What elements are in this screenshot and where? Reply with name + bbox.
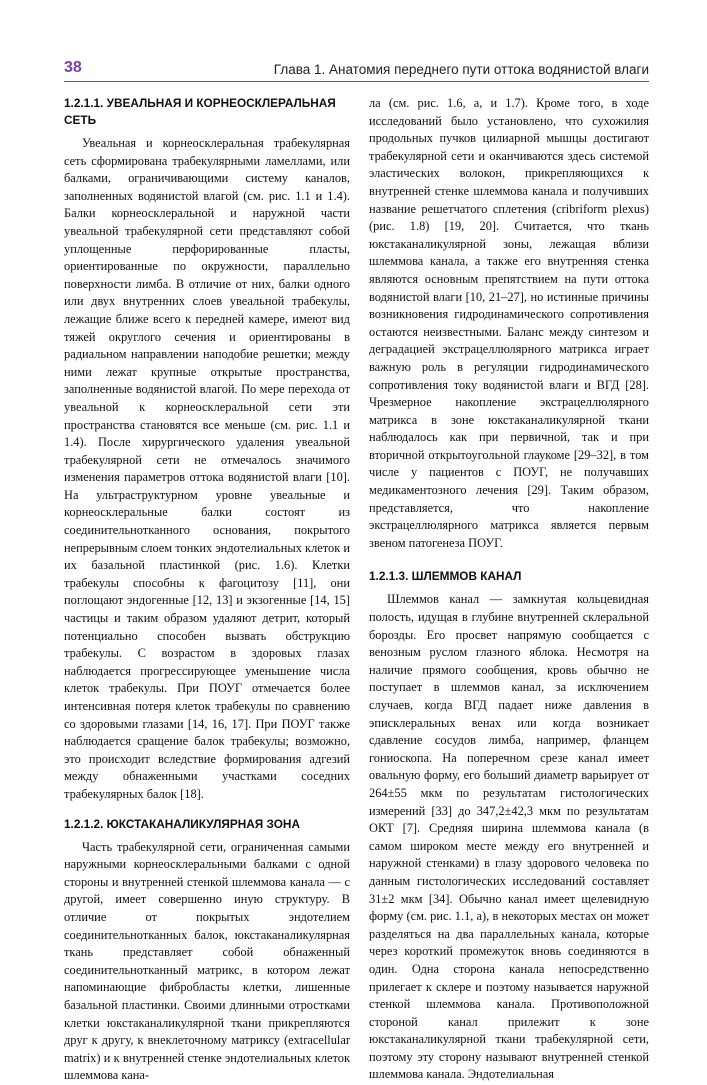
section-heading-uveal: 1.2.1.1. УВЕАЛЬНАЯ И КОРНЕОСКЛЕРАЛЬНАЯ СЕТЬ	[64, 96, 336, 127]
page-header	[64, 52, 649, 82]
left-column	[64, 95, 350, 1085]
paragraph-juxta-continued: ла (см. рис. 1.6, а, и 1.7). Кроме того, в ходе исследований было установлено, что сухожилия продольных пучков цилиарной мышцы достигают трабекулярной сети и оканчиваются здесь системой эластических волокон, прикрепляющихся к внутренней стенке шлеммова канала и получивших название решетчатого сплетения (cribriform plexus) (рис. 1.8) [19, 20]. Считается, что ткань юкстаканаликулярной зоны, лежащая вблизи шлеммова канала, а также его внутренняя стенка являются основным препятствием на пути оттока водянистой влаги [10, 21–27], но истинные причины возникновения гидродинамического сопротивления остаются неизвестными. Баланс между синтезом и деградацией экстрацеллюлярного матрикса играет важную роль в регуляции гидродинамического сопротивления току водянистой влаги и ВГД [28]. Чрезмерное накопление экстрацеллюлярного матрикса в зоне юкстаканаликулярной ткани наблюдалось как при первичной, так и при вторичной открытоугольной глаукоме [29–32], в том числе у пациентов с ПОУГ, не получавших медикаментозного лечения [29]. Таким образом, представляется, что накопление экстрацеллюлярного матрикса является первым звеном патогенеза ПОУГ.	[369, 96, 649, 550]
paragraph-schlemm: Шлеммов канал — замкнутая кольцевидная полость, идущая в глубине внутренней склеральной борозды. Его просвет напрямую сообщается с венозным руслом глазного яблока. Несмотря на наличие прямого сообщения, кровь обычно не поступает в шлеммов канал, за исключением случаев, когда ВГД падает ниже давления в эписклеральных венах или когда возникает сдавление сосудов лимба, например, фланцем гониоскопа. На поперечном срезе канал имеет овальную форму, его больший диаметр варьирует от 264±55 мкм по результатам гистологических измерений [33] до 347,2±42,3 мкм по результатам ОКТ [7]. Средняя ширина шлеммова канала (в самом широком месте между его внутренней и наружной стенками) в глазу здорового человека по данным гистологических исследований составляет 31±2 мкм [34]. Обычно канал имеет щелевидную форму (см. рис. 1.1, а), в некоторых местах он может разделяться на два параллельных канала, которые через короткий промежуток вновь соединяются в один. Одна сторона канала непосредственно прилегает к склере и поэтому называется наружной стенкой шлеммова канала. Противоположной стороной канал прилежит к зоне юкстаканаликулярной ткани трабекулярной сети, поэтому эту сторону называют внутренней стенкой шлеммова канала. Эндотелиальная	[369, 592, 649, 1082]
paragraph-juxta-start: Часть трабекулярной сети, ограниченная самыми наружными корнеосклеральными балками с одной стороны и внутренней стенкой шлеммова канала — с другой, имеет совершенно иную структуру. В отличие от покрытых эндотелием соединительнотканных балок, юкстаканаликулярная ткань представляет собой обнаженный соединительнотканный матрикс, в котором лежат напоминающие фибробласты клетки, лишенные базальной пластинки. Своими длинными отростками клетки юкстаканаликулярной ткани прикрепляются друг к другу, к внеклеточному матриксу (extracellular matrix) и к внутренней стенке эндотелиальных клеток шлеммова кана-	[64, 839, 350, 1083]
paragraph-uveal: Увеальная и корнеосклеральная трабекулярная сеть сформирована трабекулярными ламеллами, или балками, ограничивающими систему каналов, заполненных водянистой влагой (см. рис. 1.1 и 1.4). Балки корнеосклеральной и наружной части увеальной трабекулярной сети представляют собой уплощенные перфорированные пласты, ориентированные по окружности, параллельно поверхности лимба. В отличие от них, балки одного или двух внутренних слоев увеальной трабекулы, лежащие ближе всего к передней камере, имеют вид тяжей округлого сечения и ориентированы в радиальном направлении наподобие решетки; между ними лежат крупные открытые пространства, заполненные водянистой влагой. По мере перехода от увеальной к корнеосклеральной сети эти пространства становятся все меньше (см. рис. 1.1 и 1.4). После хирургического удаления увеальной трабекулярной сети не отмечалось значимого изменения параметров оттока водянистой влаги [10]. На ультраструктурном уровне увеальные и корнеосклеральные балки состоят из соединительнотканного основания, покрытого непрерывным слоем тонких эндотелиальных клеток и их базальной пластинкой (рис. 1.6). Клетки трабекулы способны к фагоцитозу [11], они поглощают эндогенные [12, 13] и экзогенные [14, 15] частицы и таким образом удаляют детрит, который потенциально способен вызвать обструкцию трабекулы. С возрастом в здоровых глазах наблюдается прогрессирующее уменьшение числа клеток трабекулы. При ПОУГ отмечается более интенсивная потеря клеток трабекулы по сравнению со здоровыми глазами [14, 16, 17]. При ПОУГ также наблюдается сращение балок трабекулы; возможно, это происходит вследствие формирования адгезий между обнаженными участками соседних трабекулярных балок [18].	[64, 136, 350, 801]
page-number: 38	[64, 59, 82, 76]
section-heading-juxta: 1.2.1.2. ЮКСТАКАНАЛИКУЛЯРНАЯ ЗОНА	[64, 816, 300, 831]
section-heading-schlemm: 1.2.1.3. ШЛЕММОВ КАНАЛ	[369, 569, 522, 584]
right-column	[369, 95, 649, 1084]
running-title: Глава 1. Анатомия переднего пути оттока водянистой влаги	[273, 62, 649, 77]
